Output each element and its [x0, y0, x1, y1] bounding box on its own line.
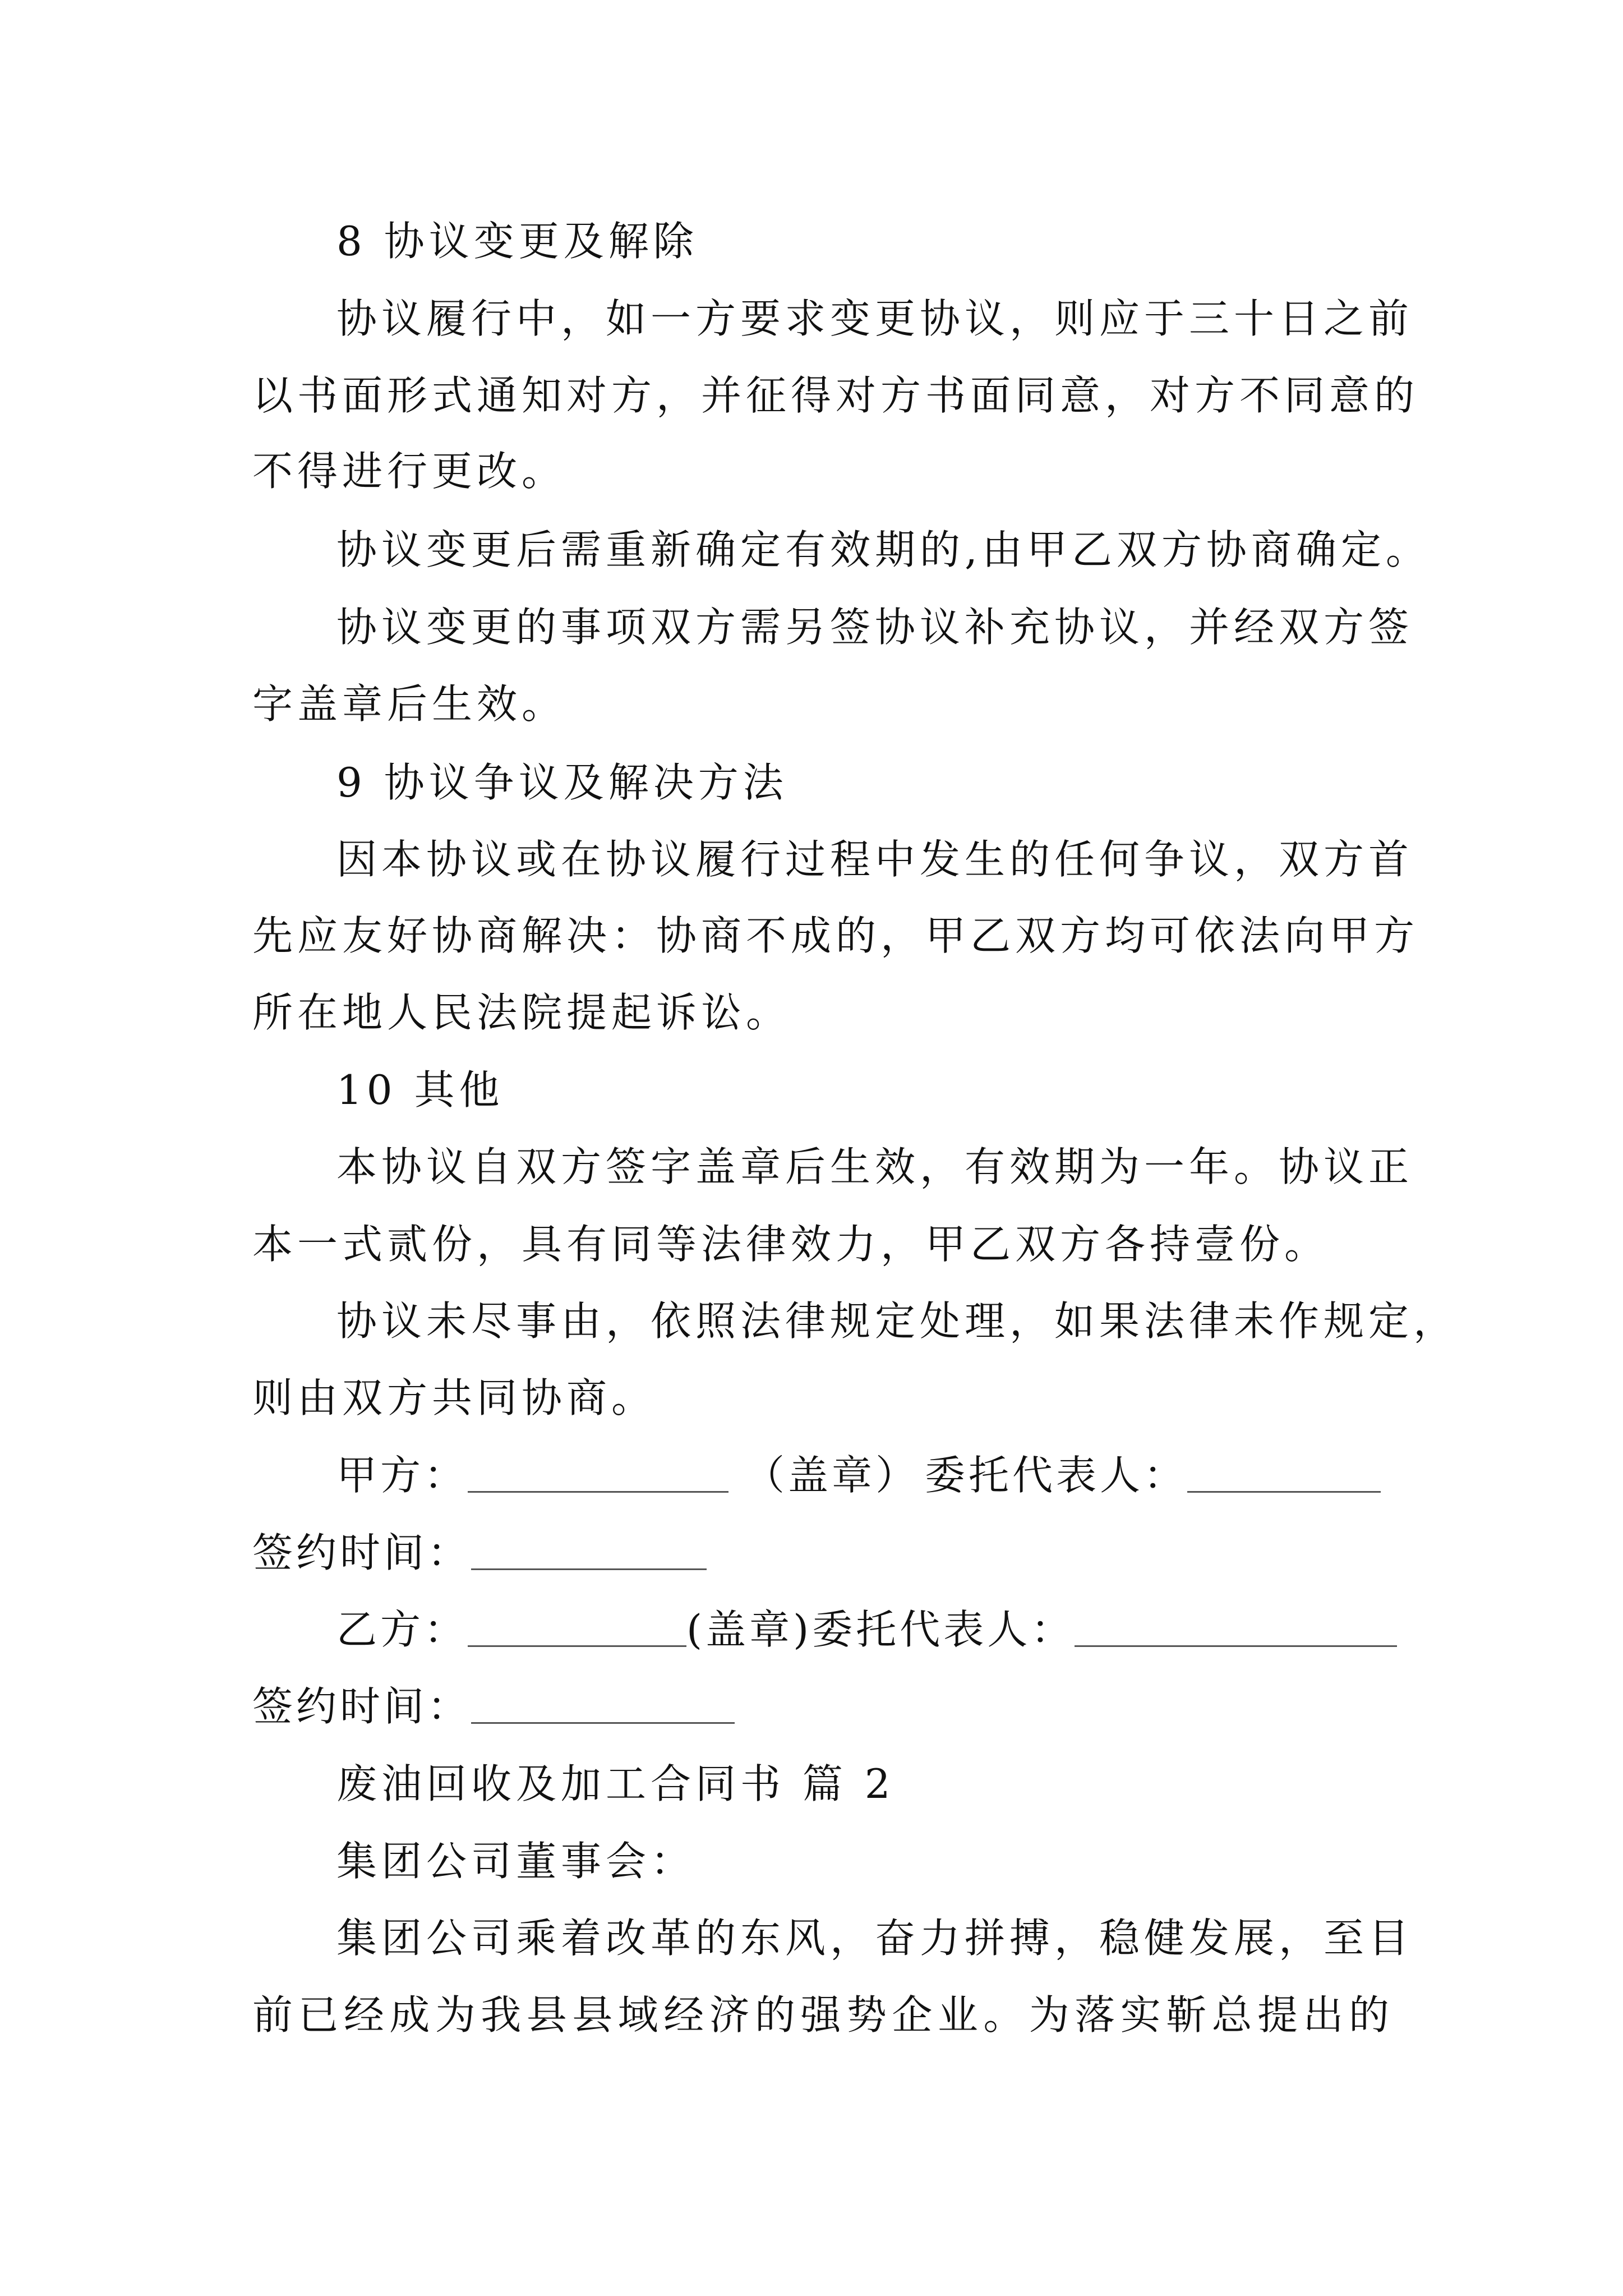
party-b-name-blank	[468, 1612, 686, 1647]
paragraph-line: 本协议自双方签字盖章后生效，有效期为一年。协议正	[336, 1143, 1414, 1190]
party-a-seal: （盖章）	[744, 1452, 920, 1499]
section-title-part2: 废油回收及加工合同书 篇 2	[336, 1760, 895, 1807]
paragraph-line: 以书面形式通知对方，并征得对方书面同意，对方不同意的	[252, 372, 1419, 419]
paragraph-line: 集团公司乘着改革的东风，奋力拼搏，稳健发展，至目	[336, 1915, 1414, 1962]
paragraph-line: 先应友好协商解决：协商不成的，甲乙双方均可依法向甲方	[252, 912, 1419, 959]
paragraph-line: 字盖章后生效。	[252, 680, 567, 728]
party-b-sign-time-blank	[471, 1688, 735, 1724]
paragraph-line: 协议变更后需重新确定有效期的,由甲乙双方协商确定。	[336, 526, 1431, 573]
party-a-label: 甲方：	[336, 1452, 468, 1499]
party-a-rep-blank	[1187, 1457, 1381, 1493]
party-b-rep-label: 委托代表人：	[812, 1606, 1075, 1653]
paragraph-line: 因本协议或在协议履行过程中发生的任何争议，双方首	[336, 836, 1414, 883]
paragraph-line: 协议变更的事项双方需另签协议补充协议，并经双方签	[336, 604, 1414, 651]
party-a-sign-time-label: 签约时间：	[252, 1529, 472, 1576]
paragraph-line: 协议履行中，如一方要求变更协议，则应于三十日之前	[336, 295, 1414, 342]
section-heading-9: 9 协议争议及解决方法	[336, 759, 788, 806]
paragraph-line: 则由双方共同协商。	[252, 1374, 657, 1421]
party-b-rep-blank	[1075, 1612, 1397, 1647]
section-heading-10: 10 其他	[336, 1066, 504, 1114]
paragraph-line: 前已经成为我县县域经济的强势企业。为落实靳总提出的	[252, 1991, 1394, 2039]
party-a-sign-time-row	[252, 1525, 707, 1581]
party-b-row	[336, 1602, 1397, 1658]
party-b-label: 乙方：	[336, 1606, 468, 1653]
party-a-name-blank	[468, 1457, 728, 1493]
party-b-sign-time-label: 签约时间：	[252, 1683, 472, 1730]
paragraph-line: 所在地人民法院提起诉讼。	[252, 989, 791, 1036]
paragraph-line: 不得进行更改。	[252, 448, 567, 495]
section-heading-8: 8 协议变更及解除	[336, 218, 698, 265]
party-b-seal: (盖章)	[686, 1606, 813, 1653]
party-a-sign-time-blank	[471, 1535, 707, 1570]
party-a-row	[336, 1447, 1381, 1503]
party-a-rep-label: 委托代表人：	[925, 1452, 1188, 1499]
paragraph-line: 协议未尽事由，依照法律规定处理，如果法律未作规定，	[336, 1297, 1459, 1345]
salutation: 集团公司董事会：	[336, 1838, 696, 1885]
paragraph-line: 本一式贰份，具有同等法律效力，甲乙双方各持壹份。	[252, 1221, 1330, 1268]
party-b-sign-time-row	[252, 1678, 735, 1734]
